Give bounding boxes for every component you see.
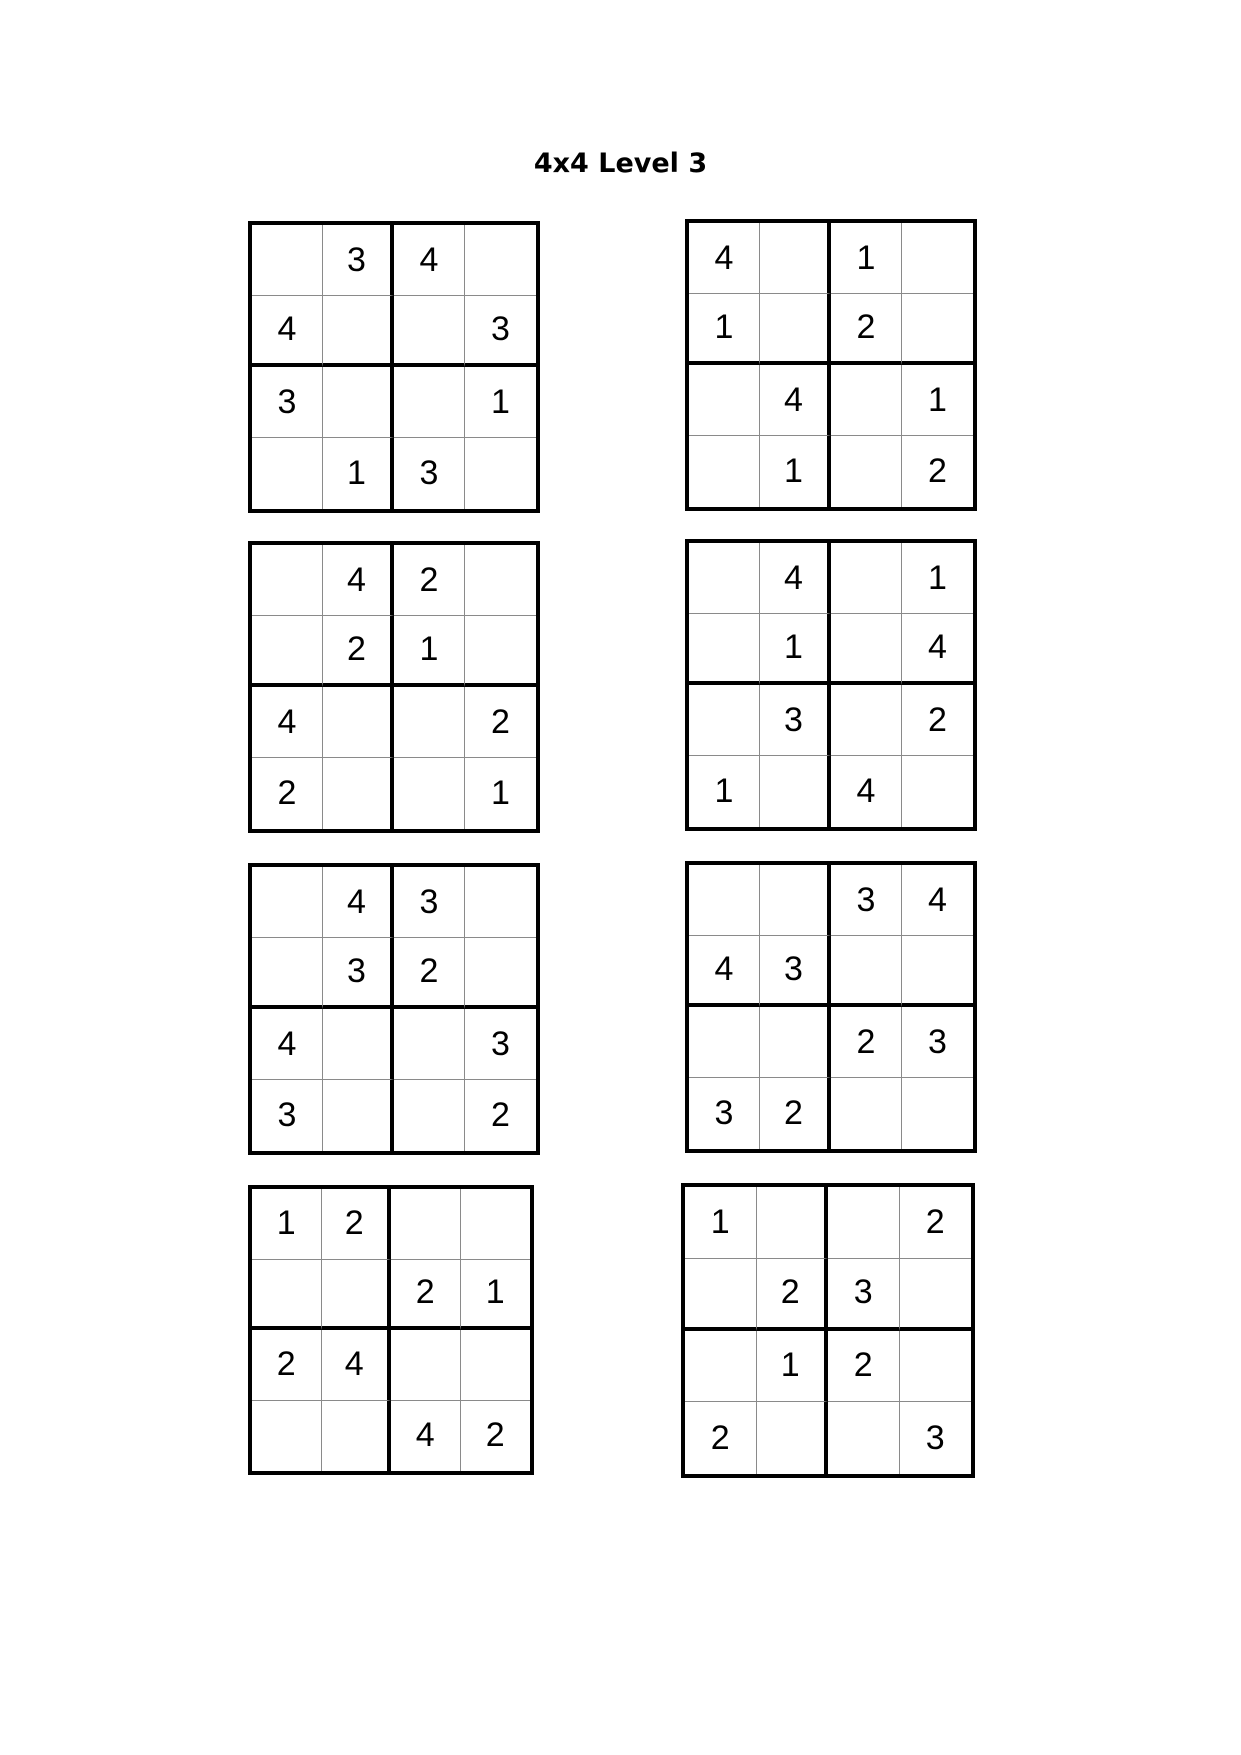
sudoku-cell	[831, 543, 902, 614]
sudoku-cell	[322, 1260, 392, 1331]
sudoku-cell	[689, 543, 760, 614]
sudoku-cell	[252, 616, 323, 687]
sudoku-grid	[248, 863, 540, 1155]
sudoku-cell: 1	[685, 1187, 757, 1259]
sudoku-cell: 3	[465, 1009, 536, 1080]
sudoku-cell: 3	[925, 1418, 945, 1457]
sudoku-cell: 2	[831, 294, 902, 365]
sudoku-cell	[252, 1260, 322, 1331]
sudoku-cell: 4	[391, 1401, 461, 1472]
sudoku-grid	[248, 1185, 534, 1475]
sudoku-cell	[252, 867, 323, 938]
sudoku-cell	[465, 616, 536, 687]
sudoku-cell	[831, 936, 902, 1007]
sudoku-cell	[252, 938, 323, 1009]
sudoku-cell	[394, 1009, 465, 1080]
sudoku-cell: 4	[252, 687, 323, 758]
sudoku-cell	[760, 756, 831, 827]
sudoku-cell	[465, 545, 536, 616]
sudoku-cell: 2	[323, 616, 394, 687]
sudoku-cell: 1	[394, 616, 465, 687]
sudoku-cell	[465, 867, 536, 938]
sudoku-cell	[902, 223, 973, 294]
sudoku-cell	[323, 1080, 394, 1151]
sudoku-cell: 4	[902, 865, 973, 936]
sudoku-cell: 2	[252, 1330, 322, 1401]
sudoku-cell	[323, 1009, 394, 1080]
sudoku-cell: 2	[465, 687, 536, 758]
sudoku-cell	[394, 1080, 465, 1151]
sudoku-cell: 2	[900, 1187, 972, 1259]
sudoku-cell	[831, 685, 902, 756]
sudoku-cell: 1	[252, 1189, 322, 1260]
sudoku-cell	[689, 1007, 760, 1078]
sudoku-cell	[465, 225, 536, 296]
sudoku-cell	[322, 1401, 392, 1472]
sudoku-cell	[323, 296, 394, 367]
sudoku-cell: 2	[252, 758, 323, 829]
sudoku-cell: 4	[322, 1330, 392, 1401]
sudoku-cell: 4	[902, 614, 973, 685]
sudoku-cell	[252, 1401, 322, 1472]
sudoku-cell	[902, 1078, 973, 1149]
sudoku-cell: 1	[491, 774, 510, 812]
sudoku-cell	[760, 294, 831, 365]
sudoku-cell	[689, 365, 760, 436]
sudoku-cell	[323, 758, 394, 829]
sudoku-cell: 2	[394, 545, 465, 616]
sudoku-cell	[323, 687, 394, 758]
sudoku-cell	[831, 365, 902, 436]
sudoku-cell	[394, 687, 465, 758]
sudoku-cell: 2	[760, 1078, 831, 1149]
sudoku-cell: 1	[757, 1331, 829, 1403]
sudoku-cell: 1	[689, 294, 760, 365]
sudoku-cell	[760, 223, 831, 294]
sudoku-cell: 2	[928, 452, 947, 490]
sudoku-cell: 2	[491, 1096, 510, 1134]
sudoku-cell: 3	[252, 367, 323, 438]
sudoku-cell: 4	[394, 225, 465, 296]
sudoku-cell	[760, 865, 831, 936]
sudoku-cell: 4	[831, 756, 902, 827]
sudoku-cell	[831, 436, 902, 507]
sudoku-grid	[685, 219, 977, 511]
sudoku-cell	[689, 865, 760, 936]
sudoku-cell: 2	[828, 1331, 900, 1403]
sudoku-cell: 4	[760, 543, 831, 614]
sudoku-cell	[465, 438, 536, 509]
sudoku-cell	[902, 756, 973, 827]
sudoku-cell: 3	[689, 1078, 760, 1149]
sudoku-cell: 4	[252, 296, 323, 367]
sudoku-cell	[465, 938, 536, 1009]
sudoku-cell	[685, 1331, 757, 1403]
sudoku-cell: 4	[760, 365, 831, 436]
sudoku-cell: 3	[323, 938, 394, 1009]
sudoku-cell: 1	[831, 223, 902, 294]
sudoku-cell	[757, 1187, 829, 1259]
sudoku-cell	[689, 436, 760, 507]
sudoku-cell	[252, 438, 323, 509]
sudoku-cell	[828, 1402, 900, 1474]
sudoku-cell	[685, 1259, 757, 1331]
sudoku-cell	[831, 614, 902, 685]
sudoku-cell: 1	[760, 614, 831, 685]
sudoku-cell: 2	[902, 685, 973, 756]
sudoku-grid	[248, 541, 540, 833]
sudoku-cell	[323, 367, 394, 438]
sudoku-cell: 2	[394, 938, 465, 1009]
sudoku-cell	[391, 1189, 461, 1260]
sudoku-cell: 1	[902, 543, 973, 614]
sudoku-cell	[689, 685, 760, 756]
sudoku-cell: 3	[252, 1080, 323, 1151]
sudoku-cell: 3	[394, 867, 465, 938]
sudoku-cell	[831, 1078, 902, 1149]
sudoku-cell	[461, 1189, 531, 1260]
sudoku-cell: 1	[323, 438, 394, 509]
sudoku-cell: 4	[689, 223, 760, 294]
sudoku-cell	[252, 225, 323, 296]
sudoku-cell: 1	[689, 756, 760, 827]
sudoku-cell: 4	[323, 867, 394, 938]
sudoku-cell	[394, 367, 465, 438]
sudoku-cell	[394, 758, 465, 829]
sudoku-grid	[685, 861, 977, 1153]
sudoku-cell	[391, 1330, 461, 1401]
sudoku-cell	[902, 936, 973, 1007]
sudoku-cell: 2	[757, 1259, 829, 1331]
sudoku-grid	[685, 539, 977, 831]
sudoku-cell: 4	[252, 1009, 323, 1080]
sudoku-cell	[902, 294, 973, 365]
sudoku-cell: 4	[689, 936, 760, 1007]
sudoku-cell: 3	[902, 1007, 973, 1078]
sudoku-cell: 3	[465, 296, 536, 367]
sudoku-cell: 3	[828, 1259, 900, 1331]
sudoku-cell: 3	[760, 685, 831, 756]
sudoku-cell: 1	[461, 1260, 531, 1331]
sudoku-grid	[248, 221, 540, 513]
sudoku-cell	[757, 1402, 829, 1474]
sudoku-cell	[900, 1259, 972, 1331]
sudoku-cell	[828, 1187, 900, 1259]
sudoku-cell: 3	[394, 438, 465, 509]
sudoku-cell: 2	[322, 1189, 392, 1260]
sudoku-cell: 1	[760, 436, 831, 507]
sudoku-cell: 1	[902, 365, 973, 436]
sudoku-cell	[760, 1007, 831, 1078]
sudoku-cell: 1	[465, 367, 536, 438]
sudoku-cell: 2	[391, 1260, 461, 1331]
sudoku-cell	[689, 614, 760, 685]
sudoku-cell	[461, 1330, 531, 1401]
sudoku-cell: 3	[831, 865, 902, 936]
sudoku-cell: 2	[831, 1007, 902, 1078]
sudoku-cell	[900, 1331, 972, 1403]
sudoku-cell	[394, 296, 465, 367]
sudoku-cell: 2	[685, 1402, 757, 1474]
sudoku-cell: 2	[485, 1416, 505, 1455]
page-title: 4x4 Level 3	[533, 148, 708, 179]
sudoku-cell: 3	[760, 936, 831, 1007]
sudoku-cell: 3	[323, 225, 394, 296]
sudoku-cell	[252, 545, 323, 616]
sudoku-grid	[681, 1183, 975, 1478]
sudoku-cell: 4	[323, 545, 394, 616]
